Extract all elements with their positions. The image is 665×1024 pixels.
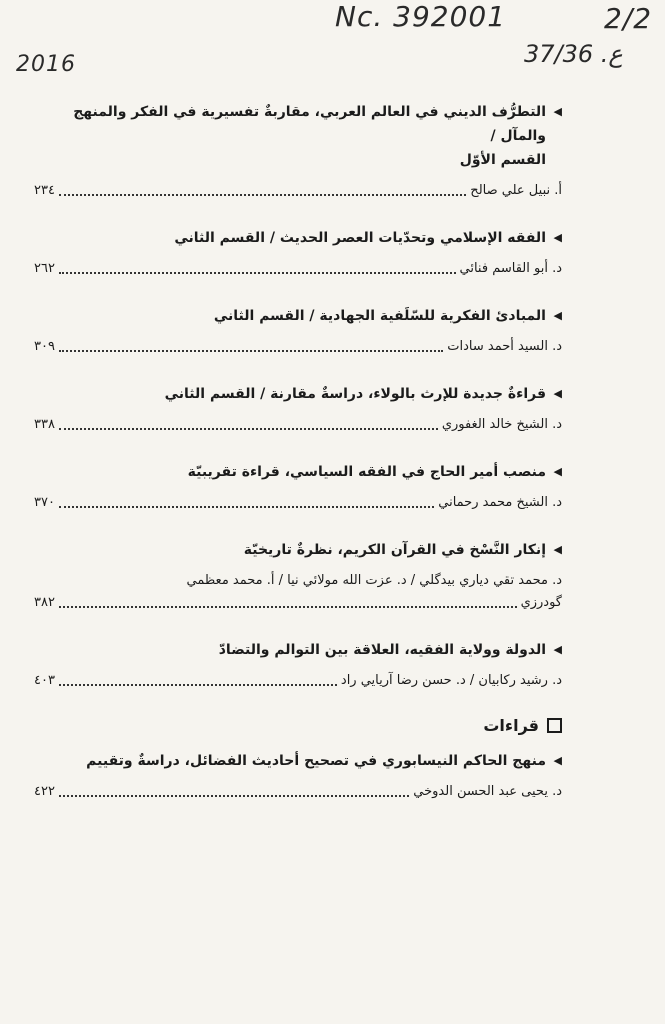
toc-entry[interactable] [34, 382, 562, 436]
bullet-arrow-icon: ◀ [553, 643, 562, 656]
entry-page-number: ٤٢٢ [34, 784, 55, 799]
leader-dots [59, 684, 337, 686]
entry-author: أ. نبيل علي صالح [470, 183, 562, 198]
entry-author-line [34, 414, 562, 436]
table-of-contents [34, 100, 562, 827]
bullet-arrow-icon: ◀ [553, 387, 562, 400]
entry-title: ◀ منصب أمير الحاج في الفقه السياسي، قراءة تقريبيّة [34, 460, 562, 484]
toc-entry[interactable] [34, 100, 562, 202]
entry-author: د. أبو القاسم فنائي [459, 261, 562, 276]
leader-dots [59, 194, 466, 196]
leader-dots [59, 350, 443, 352]
bullet-arrow-icon: ◀ [553, 465, 562, 478]
handwritten-code: 37/36 .ع [524, 40, 623, 68]
toc-entry[interactable] [34, 538, 562, 614]
entry-page-number: ٣٣٨ [34, 417, 55, 432]
leader-dots [59, 428, 438, 430]
entry-author-line [34, 492, 562, 514]
handwritten-year: 2016 [16, 52, 76, 77]
entry-author: د. الشيخ محمد رحماني [438, 495, 562, 510]
entry-author-continued: گودرزي [520, 595, 562, 610]
toc-entry[interactable] [34, 460, 562, 514]
entry-author: د. الشيخ خالد الغفوري [441, 417, 562, 432]
entry-title: ◀ منهج الحاكم النيسابوري في تصحيح أحاديث الفضائل، دراسةٌ وتقييم [34, 749, 562, 773]
leader-dots [59, 272, 456, 274]
entry-title: ◀ الدولة وولاية الفقيه، العلاقة بين التوالم والتضادّ [34, 638, 562, 662]
entry-title: ◀ إنكار النَّسْخ في القرآن الكريم، نظرةٌ تاريخيّة [34, 538, 562, 562]
bullet-arrow-icon: ◀ [553, 231, 562, 244]
entry-author-line [34, 336, 562, 358]
entry-page-number: ٢٣٤ [34, 183, 55, 198]
entry-title: ◀ الفقه الإسلامي وتحدّيات العصر الحديث / القسم الثاني [34, 226, 562, 250]
entry-title: ◀ التطرُّف الديني في العالم العربي، مقاربةٌ تفسيرية في الفكر والمنهج والمآل / القسم الأوّل [34, 100, 562, 172]
entry-page-number: ٤٠٣ [34, 673, 55, 688]
checkbox-square-icon [547, 718, 562, 733]
entry-author: د. محمد تقي دياري بيدگلي / د. عزت الله مولائي نيا / أ. محمد معظمي [186, 573, 562, 588]
entry-page-number: ٣٧٠ [34, 495, 55, 510]
entry-author-line [34, 781, 562, 803]
toc-entry[interactable] [34, 226, 562, 280]
handwritten-reference-number: Nc. 392001 [335, 0, 507, 33]
section-heading: قراءات [34, 716, 562, 735]
toc-entry[interactable] [34, 749, 562, 803]
leader-dots [59, 592, 517, 608]
entry-author-line [34, 670, 562, 692]
toc-entry[interactable] [34, 638, 562, 692]
bullet-arrow-icon: ◀ [553, 754, 562, 767]
leader-dots [59, 506, 434, 508]
entry-author-line [34, 570, 562, 614]
entry-page-number: ٢٦٢ [34, 261, 55, 276]
bullet-arrow-icon: ◀ [553, 543, 562, 556]
bullet-arrow-icon: ◀ [553, 105, 562, 118]
entry-title: ◀ المبادئ الفكرية للسّلَفية الجهادية / القسم الثاني [34, 304, 562, 328]
entry-title: ◀ قراءةٌ جديدة للإرث بالولاء، دراسةٌ مقارنة / القسم الثاني [34, 382, 562, 406]
leader-dots [59, 795, 409, 797]
toc-entry[interactable] [34, 304, 562, 358]
entry-author-line [34, 180, 562, 202]
entry-page-number: ٣٨٢ [34, 595, 55, 610]
handwritten-corner-note: 2/2 [604, 2, 653, 35]
entry-author-line [34, 258, 562, 280]
entry-author: د. رشيد ركابيان / د. حسن رضا آريايي راد [340, 673, 562, 688]
entry-author: د. يحيى عبد الحسن الدوخي [413, 784, 562, 799]
entry-page-number: ٣٠٩ [34, 339, 55, 354]
bullet-arrow-icon: ◀ [553, 309, 562, 322]
entry-author: د. السيد أحمد سادات [447, 339, 562, 354]
